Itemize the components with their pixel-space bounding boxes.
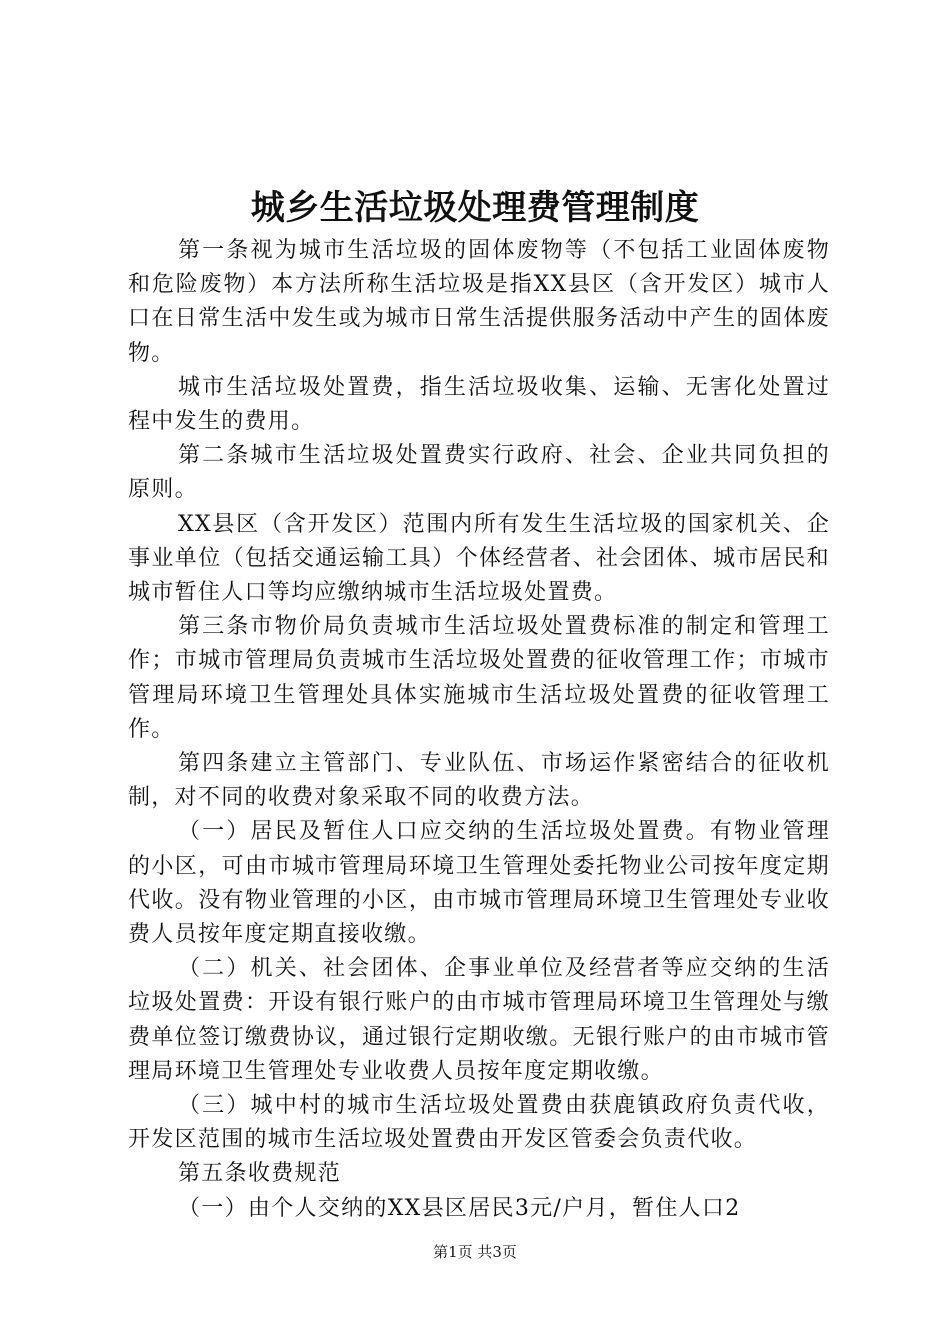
- document-body: [128, 234, 830, 1226]
- paragraph: 第三条市物价局负责城市生活垃圾处置费标准的制定和管理工作；市城市管理局负责城市生活垃圾处置费的征收管理工作；市城市管理局环境卫生管理处具体实施城市生活垃圾处置费的征收管理工作。: [128, 614, 830, 742]
- paragraph: （一）居民及暂住人口应交纳的生活垃圾处置费。有物业管理的小区，可由市城市管理局环境卫生管理处委托物业公司按年度定期代收。没有物业管理的小区，由市城市管理局环境卫生管理处专业收费人员按年度定期直接收缴。: [128, 819, 830, 948]
- paragraph: （一）由个人交纳的XX县区居民3元/户月，暂住人口2: [178, 1195, 741, 1221]
- paragraph: XX县区（含开发区）范围内所有发生生活垃圾的国家机关、企事业单位（包括交通运输工具）个体经营者、社会团体、城市居民和城市暂住人口等均应缴纳城市生活垃圾处置费。: [128, 511, 830, 606]
- page-number-footer: 第1页 共3页: [433, 1243, 517, 1261]
- paragraph: 第四条建立主管部门、专业队伍、市场运作紧密结合的征收机制，对不同的收费对象采取不同的收费方法。: [128, 751, 830, 811]
- paragraph: 第二条城市生活垃圾处置费实行政府、社会、企业共同负担的原则。: [128, 443, 830, 503]
- paragraph: 第五条收费规范: [178, 1161, 342, 1187]
- paragraph: 第一条视为城市生活垃圾的固体废物等（不包括工业固体废物和危险废物）本方法所称生活垃圾是指XX县区（含开发区）城市人口在日常生活中发生或为城市日常生活提供服务活动中产生的固体废物。: [128, 238, 830, 366]
- paragraph: 城市生活垃圾处置费，指生活垃圾收集、运输、无害化处置过程中发生的费用。: [128, 374, 830, 435]
- paragraph: （三）城中村的城市生活垃圾处置费由获鹿镇政府负责代收，开发区范围的城市生活垃圾处置费由开发区管委会负责代收。: [128, 1093, 830, 1153]
- paragraph: （二）机关、社会团体、企事业单位及经营者等应交纳的生活垃圾处置费：开设有银行账户的由市城市管理局环境卫生管理处与缴费单位签订缴费协议，通过银行定期收缴。无银行账户的由市城市管理局环境卫生管理处专业收费人员按年度定期收缴。: [128, 956, 830, 1084]
- document-title: 城乡生活垃圾处理费管理制度: [250, 188, 700, 228]
